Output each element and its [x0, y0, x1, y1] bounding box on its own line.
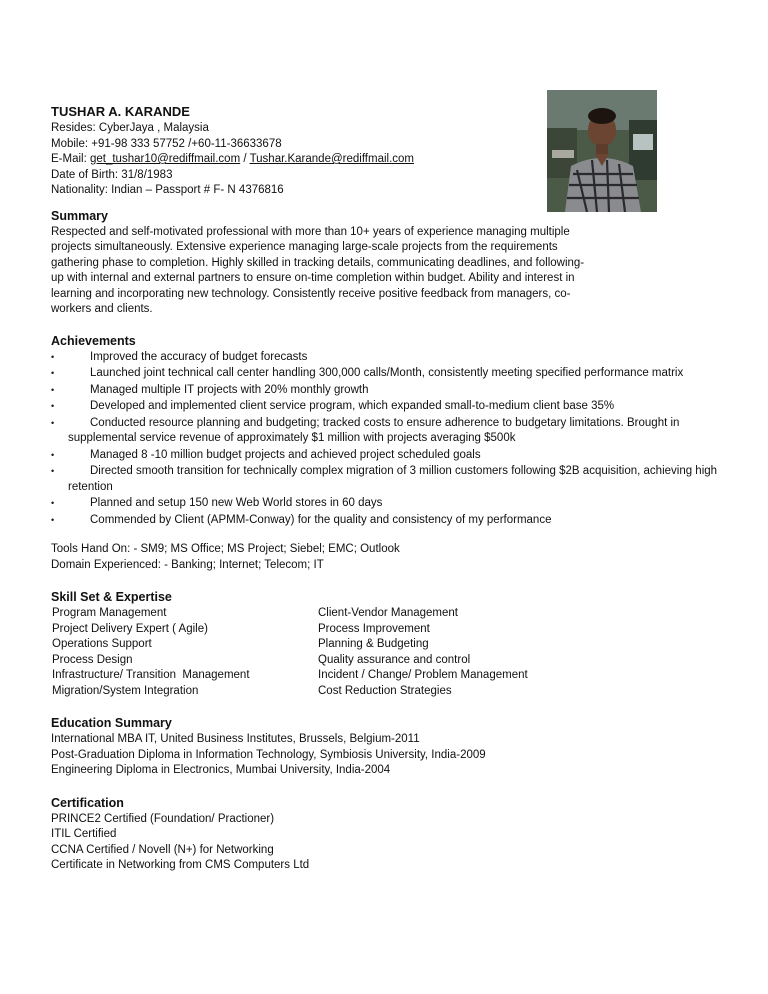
bullet-icon: • — [51, 466, 55, 476]
skill-item: Program Management — [52, 607, 167, 619]
candidate-name: TUSHAR A. KARANDE — [51, 104, 190, 119]
skills-heading: Skill Set & Expertise — [51, 590, 172, 604]
skill-item: Infrastructure/ Transition Management — [52, 669, 250, 681]
achievements-list — [51, 350, 721, 529]
bullet-icon: • — [51, 417, 55, 428]
nationality: Nationality: Indian – Passport # F- N 4376816 — [51, 184, 284, 196]
list-item: • Managed multiple IT projects with 20% monthly growth — [51, 383, 721, 399]
skill-item: Quality assurance and control — [318, 653, 471, 666]
bullet-icon: • — [51, 384, 55, 395]
skill-item: Planning & Budgeting — [318, 638, 429, 650]
summary-heading: Summary — [51, 208, 108, 223]
email-link-secondary[interactable]: Tushar.Karande@rediffmail.com — [249, 153, 415, 165]
tools-section — [51, 542, 721, 573]
list-item: • Directed smooth transition for technically complex migration of 3 million customers following $2B acquisition, achieving high retention — [51, 465, 718, 493]
email-label: E-Mail: — [51, 153, 90, 165]
list-item: • Conducted resource planning and budgeting; tracked costs to ensure adherence to budgetary limitations. Brought in supplemental service revenue of approximately $1 million with projects averaging $500k — [51, 416, 680, 444]
mobile-number: Mobile: +91-98 333 57752 /+60-11-36633678 — [51, 137, 282, 150]
resume-page — [51, 103, 721, 874]
bullet-icon: • — [51, 514, 55, 525]
list-item: • Improved the accuracy of budget forecasts — [51, 350, 721, 366]
skill-item: Client-Vendor Management — [318, 607, 458, 619]
date-of-birth: Date of Birth: 31/8/1983 — [51, 168, 173, 181]
skill-item: Process Design — [52, 653, 133, 666]
certification-item: PRINCE2 Certified (Foundation/ Practioner) — [51, 812, 275, 825]
residence: Resides: CyberJaya , Malaysia — [51, 122, 209, 134]
certification-heading: Certification — [51, 795, 124, 810]
list-item: • Planned and setup 150 new Web World stores in 60 days — [51, 496, 721, 512]
certification-item: ITIL Certified — [51, 828, 117, 840]
achievements-heading: Achievements — [51, 333, 136, 348]
list-item: • Developed and implemented client service program, which expanded small-to-medium client base 35% — [51, 399, 721, 415]
education-item: Post-Graduation Diploma in Information Technology, Symbiosis University, India-2009 — [51, 748, 486, 761]
certification-item: Certificate in Networking from CMS Computers Ltd — [51, 859, 310, 871]
certification-item: CCNA Certified / Novell (N+) for Networking — [51, 843, 274, 856]
list-item: • Commended by Client (APMM-Conway) for the quality and consistency of my performance — [51, 513, 721, 529]
education-item: International MBA IT, United Business Institutes, Brussels, Belgium-2011 — [51, 733, 420, 745]
education-heading: Education Summary — [51, 716, 172, 730]
skill-item: Process Improvement — [318, 622, 430, 635]
skill-item: Project Delivery Expert ( Agile) — [52, 622, 208, 635]
summary-text: Respected and self-motivated professional with more than 10+ years of experience managing multiple projects simultaneously. Extensive experience managing large-scale projects from the requirements gathering phase to completion. Highly skilled in tracking details, communicating deadlines, and following-up with internal and external partners to ensure on-time completion within budget. Ability and interest in learning and incorporating new technology. Consistently receive positive feedback from managers, co-workers and clients. — [51, 225, 585, 315]
email-link-primary[interactable]: get_tushar10@rediffmail.com — [89, 153, 241, 165]
education-item: Engineering Diploma in Electronics, Mumbai University, India-2004 — [51, 764, 391, 776]
email-line — [51, 152, 721, 168]
domain-line: Domain Experienced: - Banking; Internet; Telecom; IT — [51, 558, 324, 571]
bullet-icon: • — [51, 498, 55, 508]
skill-item: Migration/System Integration — [52, 684, 199, 697]
skill-item: Operations Support — [52, 638, 152, 650]
list-item: • Managed 8 -10 million budget projects and achieved project scheduled goals — [51, 448, 721, 464]
list-item: • Launched joint technical call center handling 300,000 calls/Month, consistently meeting specified performance matrix — [51, 366, 721, 382]
tools-line: Tools Hand On: - SM9; MS Office; MS Project; Siebel; EMC; Outlook — [51, 543, 400, 555]
bullet-icon: • — [51, 449, 55, 460]
skill-item: Cost Reduction Strategies — [318, 684, 452, 697]
bullet-icon: • — [51, 351, 55, 362]
email-separator: / — [240, 153, 250, 165]
skills-grid — [52, 606, 721, 699]
bullet-icon: • — [51, 368, 55, 378]
bullet-icon: • — [51, 401, 55, 411]
skill-item: Incident / Change/ Problem Management — [318, 669, 528, 681]
